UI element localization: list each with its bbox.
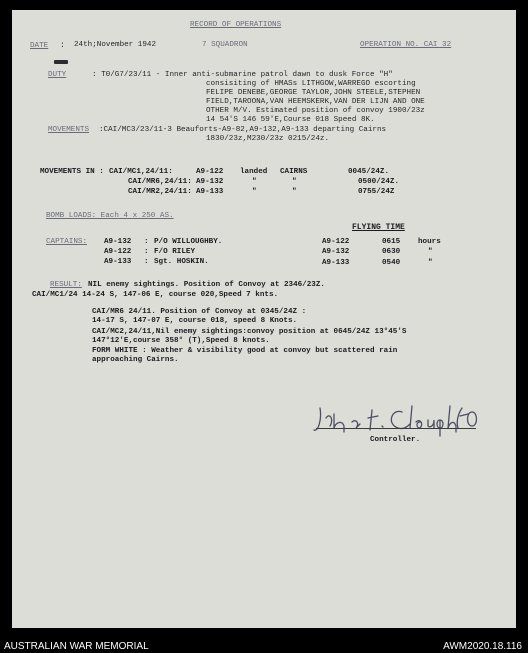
flying-hours: 0630	[382, 248, 401, 256]
flying-hours: 0615	[382, 238, 401, 246]
accession-number: AWM2020.18.116	[443, 641, 522, 652]
movement-aircraft: A9-122	[196, 168, 224, 176]
ditto-mark: "	[428, 259, 433, 267]
duty-line: consisiting of HMASs LITHGOW,WARREGO escorting	[206, 80, 416, 88]
operation-number: OPERATION NO. CAI 32	[360, 41, 452, 49]
page-title: RECORD OF OPERATIONS	[190, 21, 282, 29]
footer-bar	[0, 630, 528, 653]
duty-line: 14 54'S 146 59'E,Course 018 Speed 8K.	[206, 116, 375, 124]
movement-action: "	[252, 188, 257, 196]
flying-aircraft: A9-133	[322, 259, 350, 267]
ink-mark	[54, 60, 68, 64]
movements-line: :CAI/MC3/23/11-3 Beauforts-A9-82,A9-132,A9-133 departing Cairns	[99, 126, 387, 134]
squadron: 7 SQUADRON	[202, 41, 248, 49]
movement-time: 0500/24Z.	[358, 178, 400, 186]
movement-place: "	[292, 188, 297, 196]
signature-line	[316, 428, 476, 429]
captain-aircraft: A9-122	[104, 248, 132, 256]
result-line: 147°12'E,course 358° (T),Speed 8 knots.	[92, 337, 270, 345]
movements-in-label: MOVEMENTS IN :	[40, 168, 104, 176]
captain-aircraft: A9-133	[104, 258, 132, 266]
flying-time-title: FLYING TIME	[352, 223, 405, 232]
date-colon-mark: :	[60, 41, 65, 50]
captain-name-mark: :	[144, 238, 149, 246]
duty-line: FIELD,TAROONA,VAN HEEMSKERK,VAN DER LIJN AND ONE	[206, 98, 425, 106]
bomb-loads: BOMB LOADS: Each 4 x 250 AS.	[46, 212, 174, 220]
movement-action: "	[252, 178, 257, 186]
captain-name-mark: :	[144, 248, 149, 256]
duty-line: FELIPE DENEBE,GEORGE TAYLOR,JOHN STEELE,STEPHEN	[206, 89, 421, 97]
captains-label: CAPTAINS:	[46, 238, 88, 246]
movement-ref: CAI/MC1,24/11:	[109, 168, 173, 176]
signatory-title: Controller.	[370, 436, 421, 444]
result-line: CAI/MC1/24 14-24 S, 147-06 E, course 020,Speed 7 knts.	[32, 291, 279, 299]
result-line: NIL enemy sightings. Position of Convoy at 2346/23Z.	[88, 281, 325, 289]
result-label: RESULT:	[50, 281, 82, 289]
duty-line: : T0/G7/23/11 - Inner anti-submarine patrol dawn to dusk Force "H"	[92, 71, 393, 79]
captain-name: F/O RILEY	[154, 248, 196, 256]
result-line: CAI/MR6 24/11. Position of Convoy at 0345/24Z :	[92, 308, 307, 316]
captain-aircraft: A9-132	[104, 238, 132, 246]
movement-time: 0755/24Z	[358, 188, 395, 196]
flying-hours: 0540	[382, 259, 401, 267]
movement-place: "	[292, 178, 297, 186]
captain-name: Sgt. HOSKIN.	[154, 258, 209, 266]
flying-aircraft: A9-122	[322, 238, 350, 246]
date-label: DATE	[30, 42, 49, 50]
movement-action: landed	[240, 168, 268, 176]
handwritten-signature	[312, 400, 492, 440]
flying-unit: hours	[418, 238, 441, 246]
movements-label: MOVEMENTS	[48, 126, 90, 134]
movements-line: 1830/23z,M230/23z 0215/24z.	[206, 135, 330, 143]
captain-name-mark: :	[144, 258, 149, 266]
institution-name: AUSTRALIAN WAR MEMORIAL	[4, 641, 149, 652]
result-line: FORM WHITE : Weather & visibility good at convoy but scattered rain	[92, 347, 398, 355]
duty-label: DUTY	[48, 71, 67, 79]
result-line: approaching Cairns.	[92, 356, 179, 364]
result-line: 14-17 S, 147-07 E, course 018, speed 8 Knots.	[92, 317, 298, 325]
date-value: 24th;November 1942	[74, 41, 157, 49]
movement-aircraft: A9-132	[196, 178, 224, 186]
movement-place: CAIRNS	[280, 168, 308, 176]
ditto-mark: "	[428, 248, 433, 256]
captain-name: P/O WILLOUGHBY.	[154, 238, 223, 246]
document-page	[12, 10, 516, 628]
result-line: CAI/MC2,24/11,Nil enemy sightings:convoy position at 0645/24Z 13°45'S	[92, 328, 407, 336]
movement-time: 0045/24Z.	[348, 168, 390, 176]
movement-ref: CAI/MR6,24/11:	[128, 178, 192, 186]
movement-aircraft: A9-133	[196, 188, 224, 196]
movement-ref: CAI/MR2,24/11:	[128, 188, 192, 196]
flying-aircraft: A9-132	[322, 248, 350, 256]
duty-line: OTHER M/V. Estimated position of convoy 1900/23z	[206, 107, 425, 115]
